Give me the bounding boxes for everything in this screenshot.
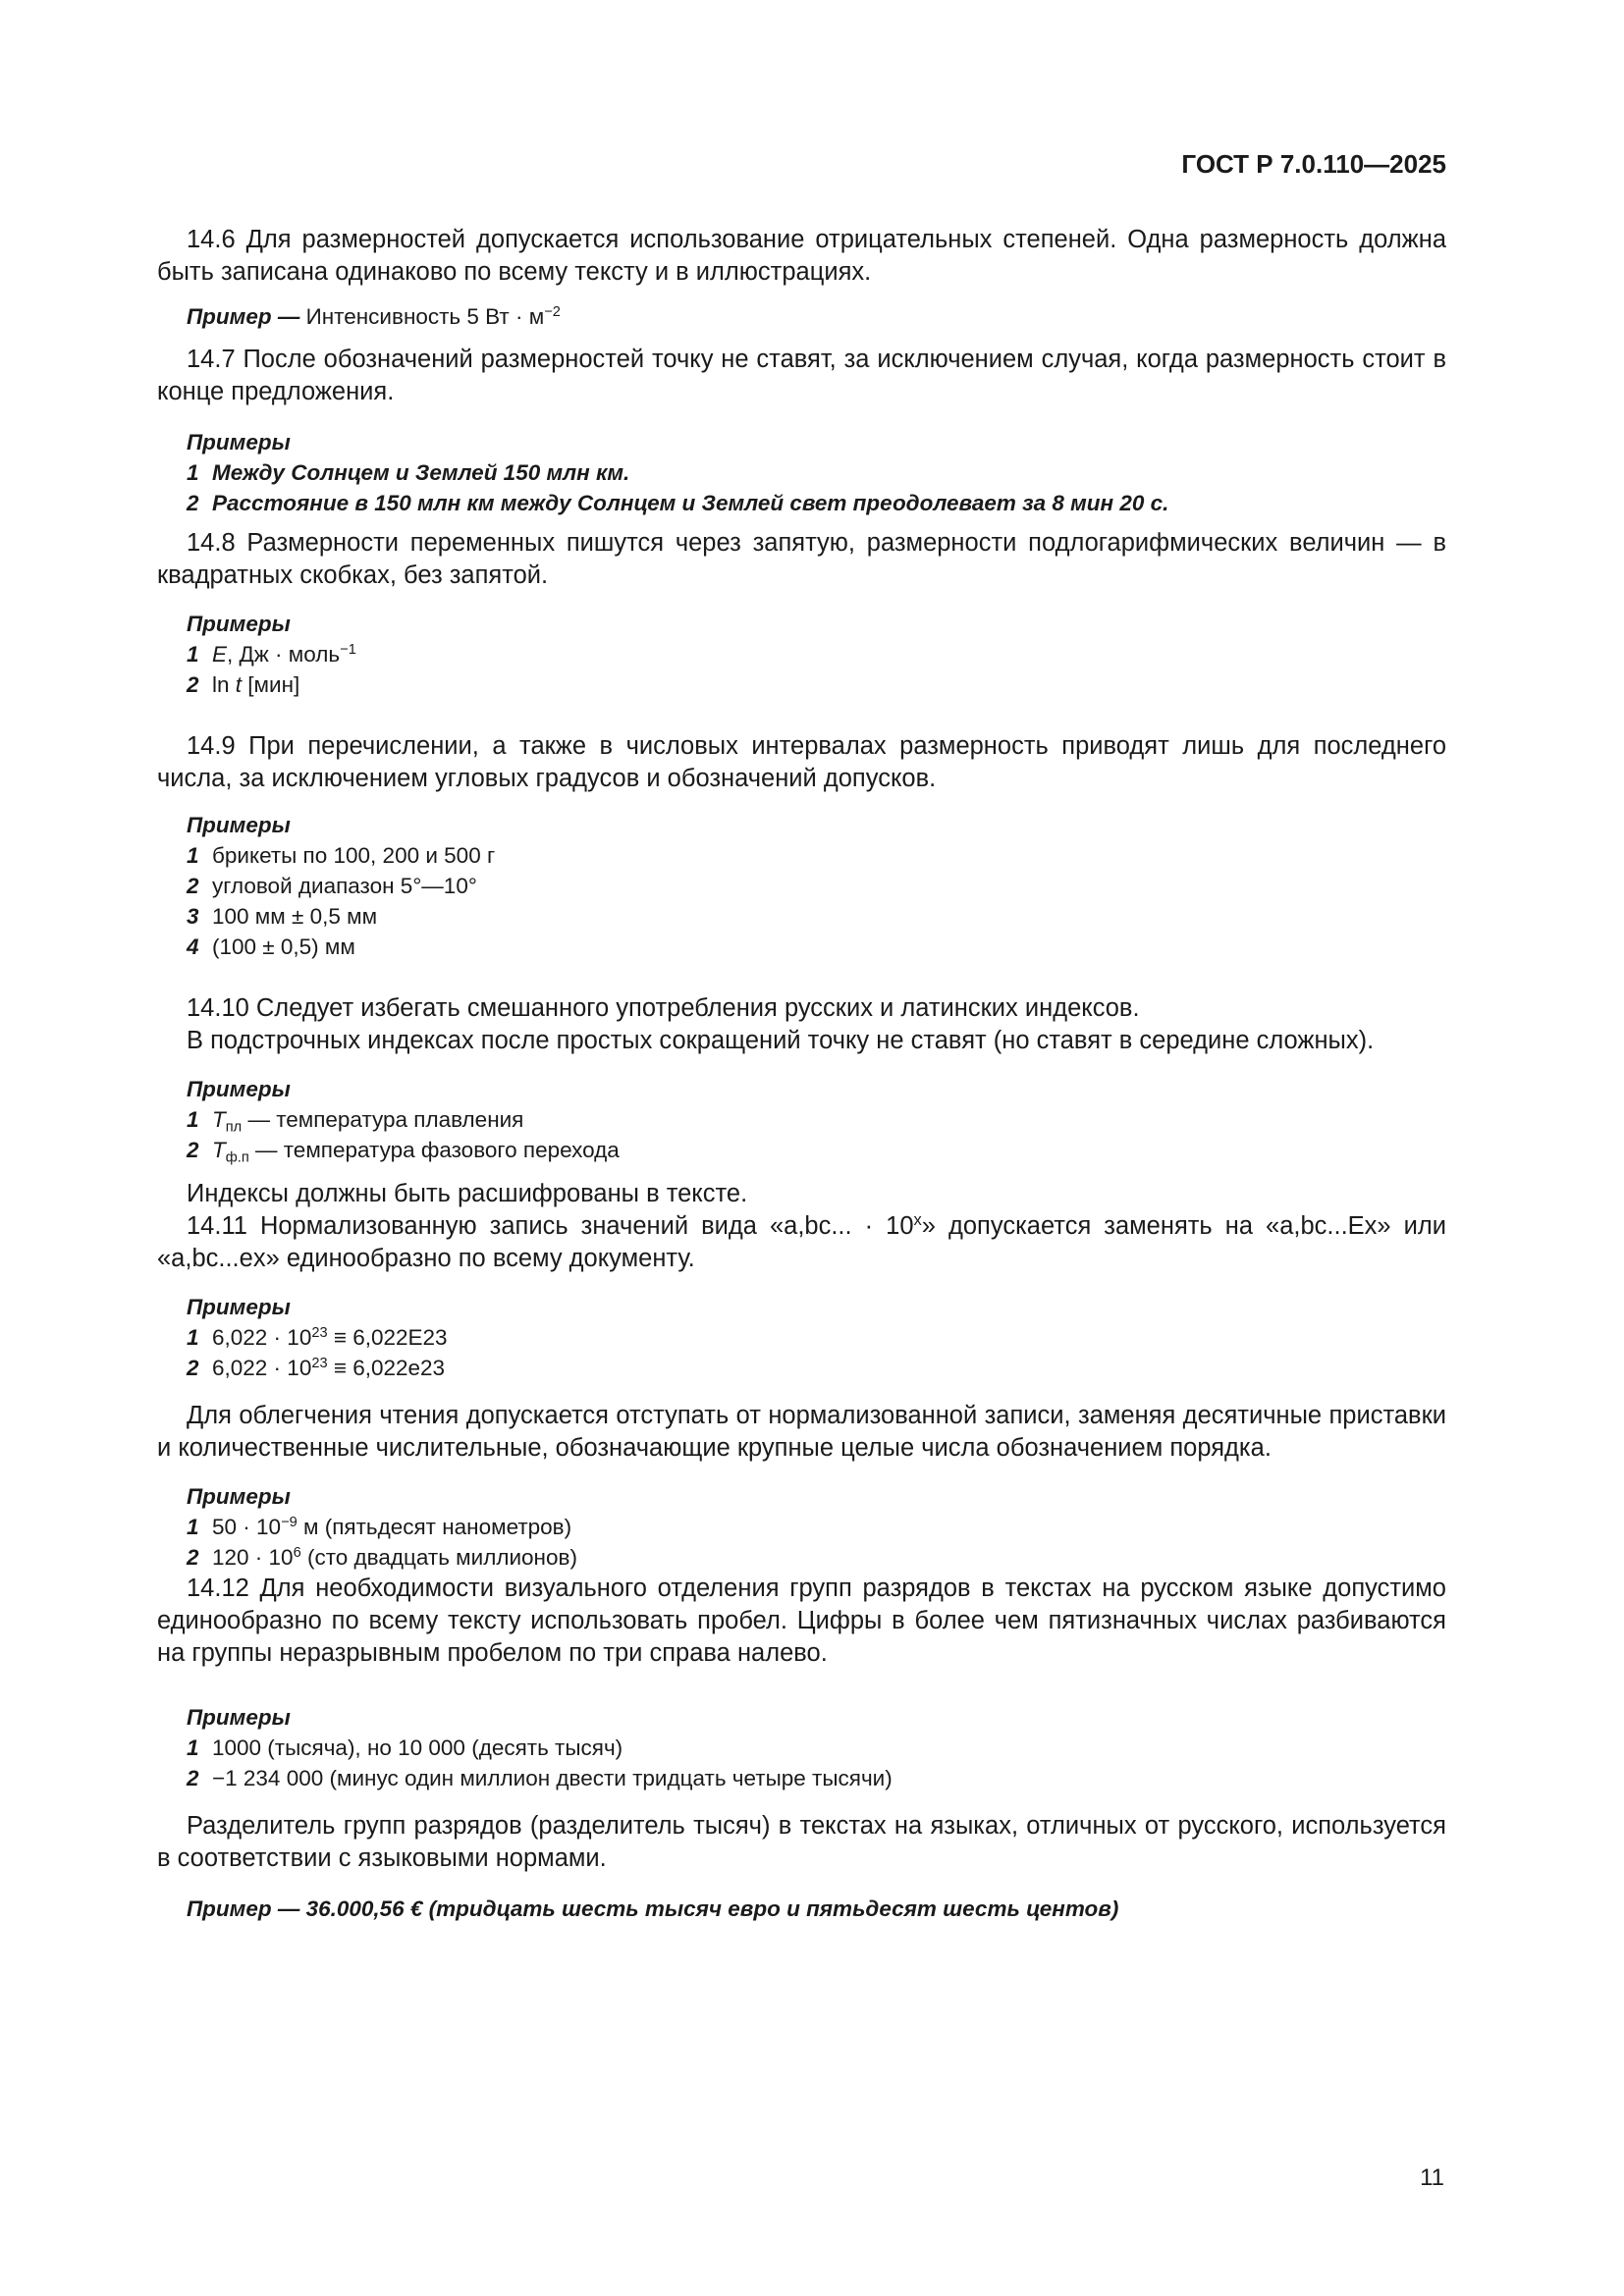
- examples-14-11: [187, 1292, 1446, 1383]
- example-superscript: −2: [544, 303, 561, 320]
- example-item: 1 E, Дж · моль$^{-1}$: [187, 641, 356, 667]
- indices-note: Индексы должны быть расшифрованы в тексте.: [187, 1180, 748, 1207]
- examples-title: Примеры: [187, 430, 291, 454]
- section-14-10: 14.10 Следует избегать смешанного употребления русских и латинских индексов.: [187, 994, 1140, 1022]
- example-item: 3 100 мм ± 0,5 мм: [187, 904, 378, 929]
- example-item: 1 брикеты по 100, 200 и 500 г: [187, 843, 496, 868]
- example-item: 2 −1 234 000 (минус один миллион двести тридцать четыре тысячи): [187, 1766, 893, 1790]
- section-14-12: 14.12 Для необходимости визуального отделения групп разрядов в текстах на русском языке допустимо единообразно по всему тексту использовать пробел. Цифры в более чем пятизначных числах разбиваются на группы неразрывным пробелом по три справа налево.: [157, 1575, 1446, 1667]
- example-item: 1 1000 (тысяча), но 10 000 (десять тысяч): [187, 1735, 623, 1760]
- example-item: 1 $50 \cdot 10^{-9}$ м (пятьдесят нанометров): [187, 1514, 572, 1539]
- examples-14-8: [187, 609, 1446, 700]
- document-header: ГОСТ Р 7.0.110—2025: [1181, 149, 1446, 179]
- example-item: 2 угловой диапазон 5°—10°: [187, 874, 477, 898]
- document-body: [157, 224, 1446, 1924]
- section-14-10-continued: В подстрочных индексах после простых сокращений точку не ставят (но ставят в середине сложных).: [187, 1027, 1375, 1054]
- example-item: 1 $T_{пл}$ — температура плавления: [187, 1107, 524, 1136]
- examples-14-9: [187, 810, 1446, 962]
- section-14-9: 14.9 При перечислении, а также в числовых интервалах размерность приводят лишь для последнего числа, за исключением угловых градусов и обозначений допусков.: [157, 732, 1446, 792]
- example-14-6: [187, 301, 1446, 332]
- example-label: Пример —: [187, 304, 300, 329]
- examples-14-12: [187, 1702, 1446, 1793]
- example-item: 2 $6,022 \cdot 10^{23} \equiv 6,022e23$: [187, 1355, 446, 1380]
- example-item: 1 Между Солнцем и Землей 150 млн км.: [187, 460, 630, 485]
- example-item: 1 $6,022 \cdot 10^{23} \equiv 6,022E23$: [187, 1324, 448, 1350]
- section-14-11: 14.11 Нормализованную запись значений вида «a,bc... · $10^x$» допускается заменять на «a,bc...Ex» или «a,bc...ex» единообразно по всему документу.: [157, 1209, 1446, 1272]
- examples-title: Примеры: [187, 1077, 291, 1101]
- examples-title: Примеры: [187, 1705, 291, 1730]
- example-item: 2 Расстояние в 150 млн км между Солнцем и Землей свет преодолевает за 8 мин 20 с.: [187, 491, 1169, 515]
- examples-title: Примеры: [187, 1295, 291, 1319]
- example-item: 2 $120 \cdot 10^6$ (сто двадцать миллионов): [187, 1544, 577, 1570]
- separator-note: Разделитель групп разрядов (разделитель тысяч) в текстах на языках, отличных от русского, используется в соответствии с языковыми нормами.: [157, 1812, 1446, 1872]
- final-example: Пример — 36.000,56 € (тридцать шесть тысяч евро и пятьдесят шесть центов): [187, 1896, 1119, 1921]
- example-text: Интенсивность 5 Вт · м: [299, 304, 545, 329]
- section-14-8: 14.8 Размерности переменных пишутся через запятую, размерности подлогарифмических величин — в квадратных скобках, без запятой.: [157, 529, 1446, 589]
- examples-title: Примеры: [187, 612, 291, 636]
- example-item: 4 (100 ± 0,5) мм: [187, 934, 355, 959]
- examples-14-7: [187, 427, 1446, 518]
- section-14-7: 14.7 После обозначений размерностей точку не ставят, за исключением случая, когда размерность стоит в конце предложения.: [157, 346, 1446, 405]
- page-number: 11: [1420, 2164, 1444, 2191]
- normalization-note: Для облегчения чтения допускается отступать от нормализованной записи, заменяя десятичные приставки и количественные числительные, обозначающие крупные целые числа обозначением порядка.: [157, 1402, 1446, 1462]
- example-item: 2 ln t [мин]: [187, 672, 300, 697]
- examples-title: Примеры: [187, 813, 291, 837]
- examples-title: Примеры: [187, 1484, 291, 1509]
- examples-14-11-b: [187, 1481, 1446, 1573]
- example-item: 2 $T_{ф.п}$ — температура фазового перехода: [187, 1138, 620, 1166]
- section-14-6: 14.6 Для размерностей допускается использование отрицательных степеней. Одна размерность должна быть записана одинаково по всему тексту и в иллюстрациях.: [157, 226, 1446, 286]
- examples-14-10: [187, 1074, 1446, 1165]
